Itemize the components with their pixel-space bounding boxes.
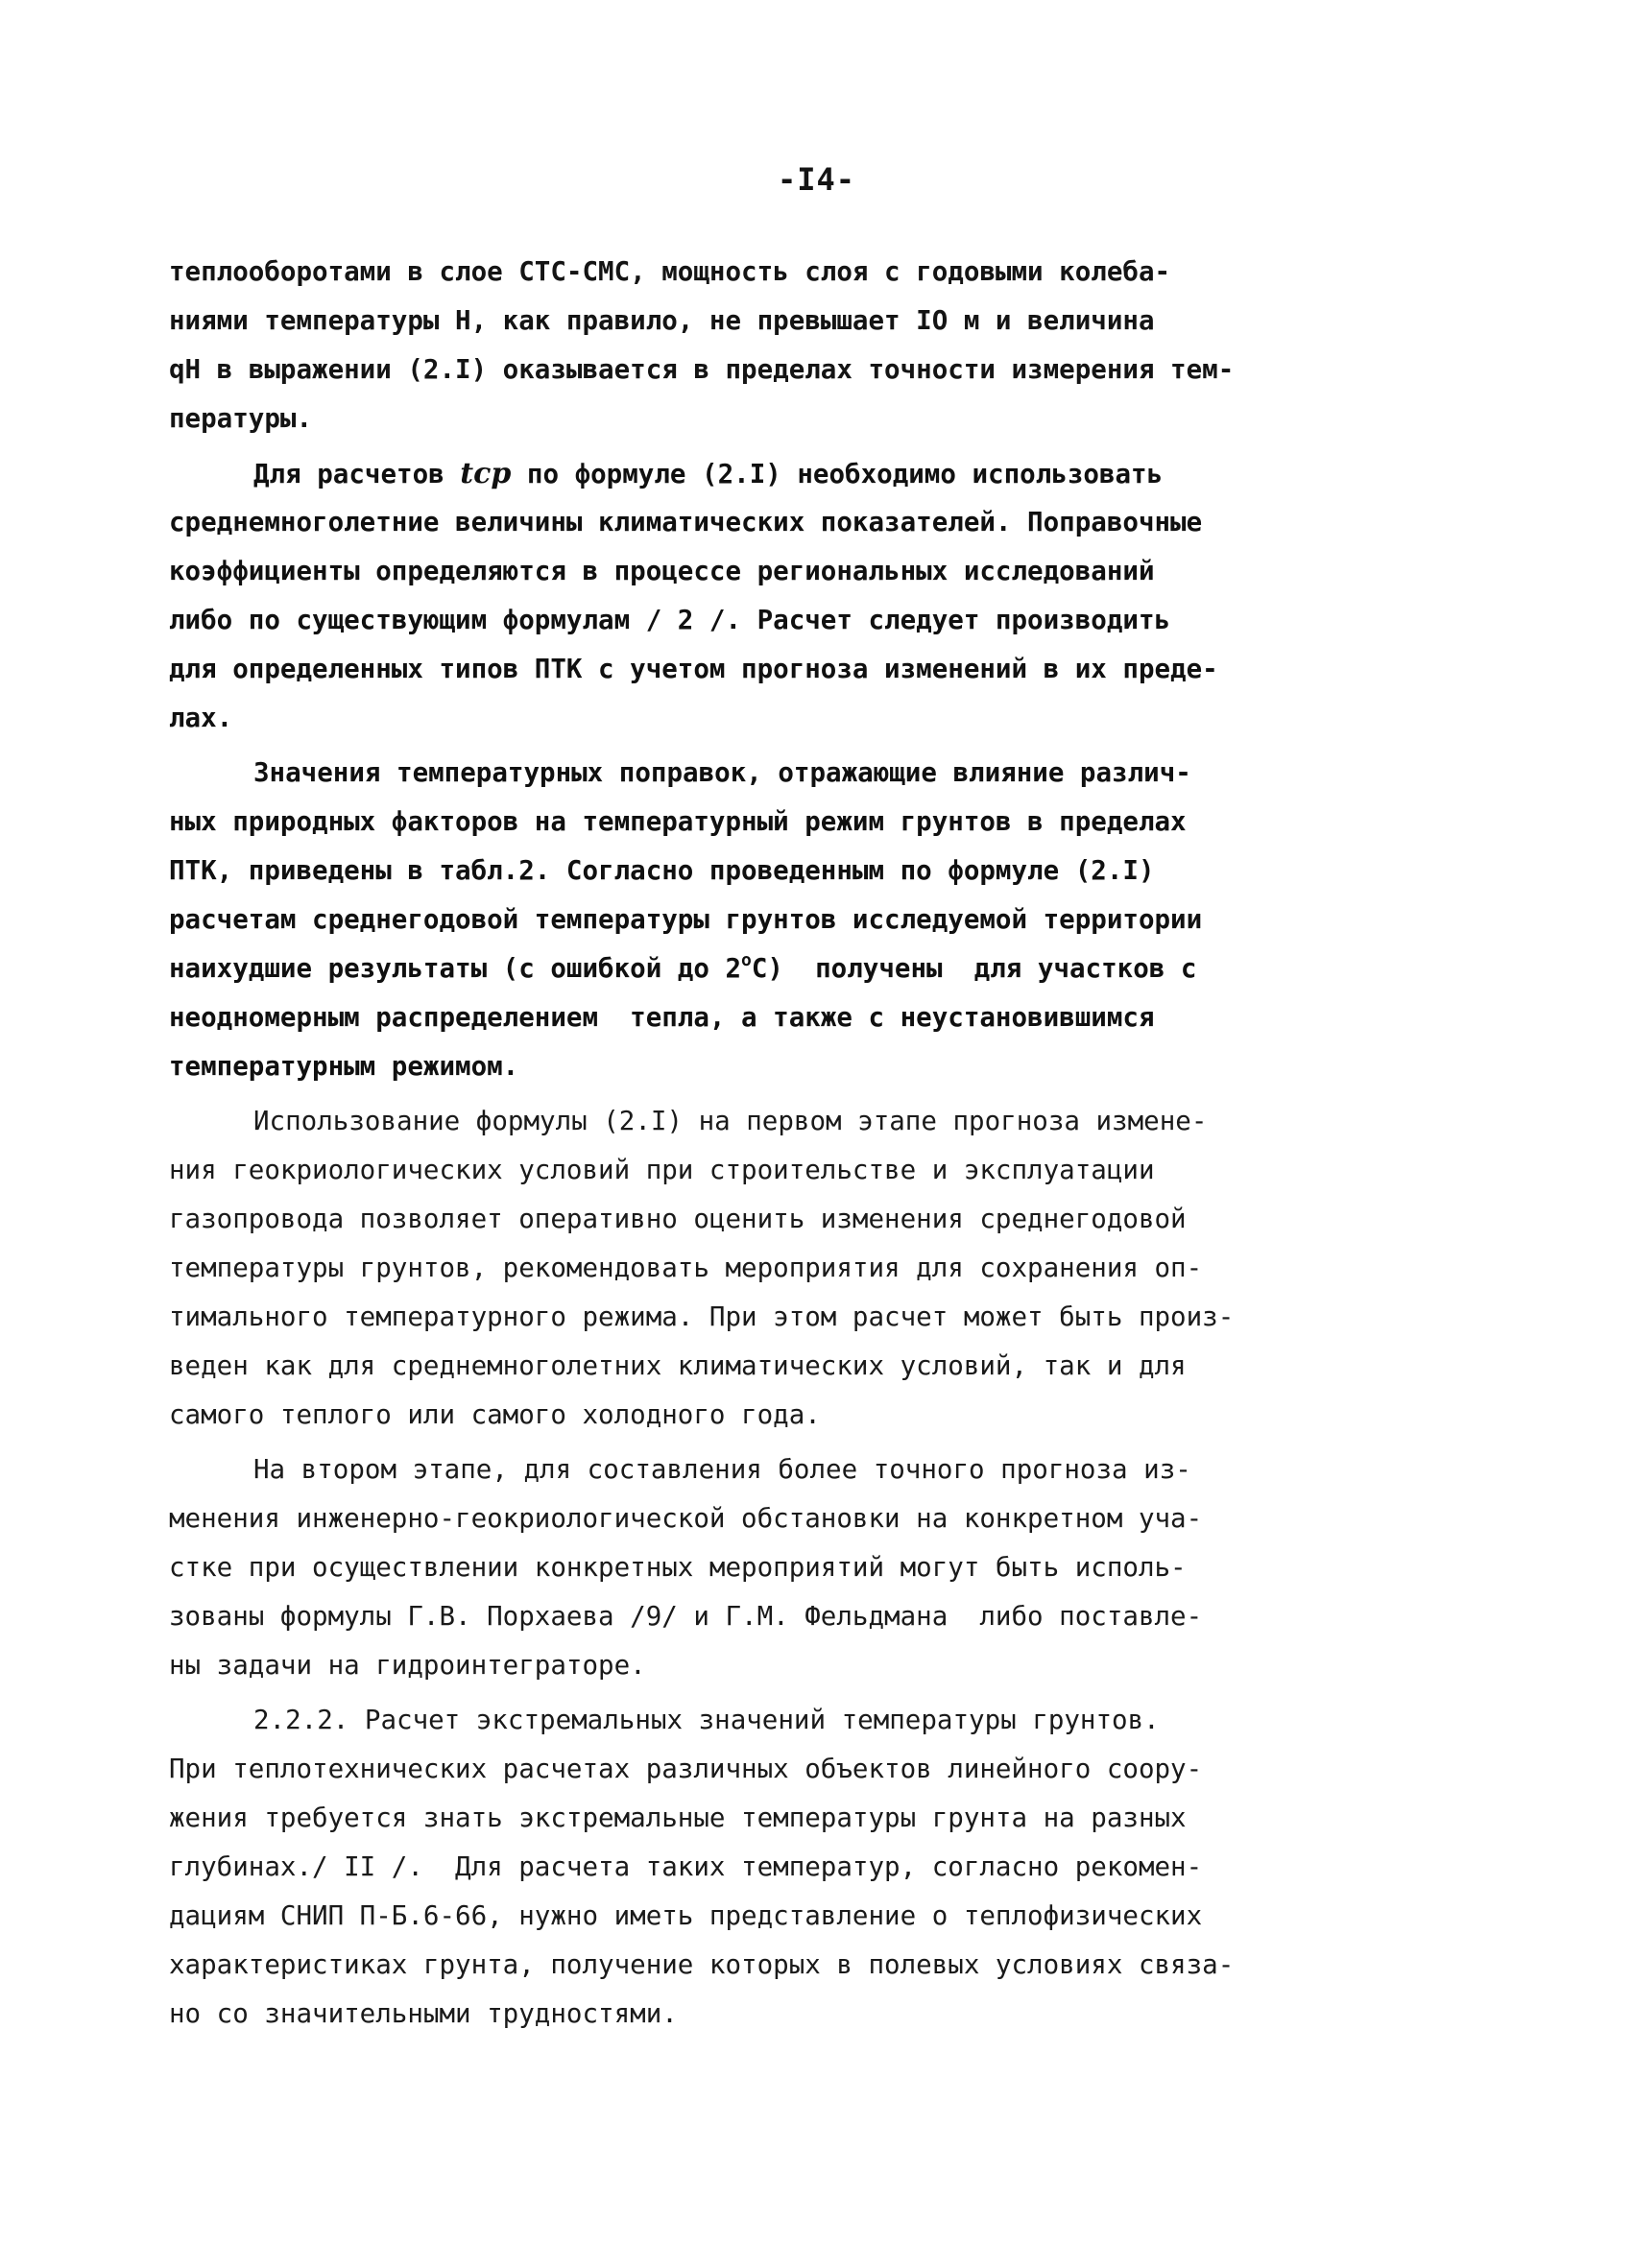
text-line: стке при осуществлении конкретных мероприятий могут быть исполь- bbox=[169, 1552, 1187, 1583]
text-line: расчетам среднегодовой температуры грунтов исследуемой территории bbox=[169, 904, 1203, 935]
text-line: ния геокриологических условий при строительстве и эксплуатации bbox=[169, 1155, 1155, 1185]
text-fragment: по формуле (2.I) необходимо использовать bbox=[511, 459, 1164, 489]
text-line: ных природных факторов на температурный режим грунтов в пределах bbox=[169, 806, 1187, 837]
document-body bbox=[169, 248, 1475, 2039]
text-line: жения требуется знать экстремальные температуры грунта на разных bbox=[169, 1802, 1187, 1833]
text-line: характеристиках грунта, получение которых в полевых условиях связа- bbox=[169, 1949, 1235, 1980]
text-line: среднемноголетние величины климатических показателей. Поправочные bbox=[169, 507, 1203, 537]
text-line: температуры грунтов, рекомендовать мероприятия для сохранения оп- bbox=[169, 1253, 1203, 1283]
degree-superscript: о bbox=[741, 950, 752, 970]
text-fragment: Для расчетов bbox=[253, 459, 461, 489]
text-line: веден как для среднемноголетних климатических условий, так и для bbox=[169, 1350, 1187, 1381]
text-line bbox=[169, 944, 1475, 993]
text-line: теплооборотами в слое СТС-СМС, мощность слоя с годовыми колеба- bbox=[169, 256, 1171, 287]
text-line bbox=[169, 449, 1475, 498]
t-avg-symbol: tср bbox=[460, 457, 512, 490]
text-line: пературы. bbox=[169, 403, 313, 434]
text-line: На втором этапе, для составления более точного прогноза из- bbox=[253, 1454, 1191, 1485]
text-line: ПТК, приведены в табл.2. Согласно проведенным по формуле (2.I) bbox=[169, 855, 1155, 886]
text-line: температурным режимом. bbox=[169, 1051, 519, 1082]
text-line: неодномерным распределением тепла, а также с неустановившимся bbox=[169, 1002, 1155, 1033]
text-line: При теплотехнических расчетах различных объектов линейного соору- bbox=[169, 1754, 1203, 1784]
text-line: коэффициенты определяются в процессе региональных исследований bbox=[169, 556, 1155, 586]
text-line: Использование формулы (2.I) на первом этапе прогноза измене- bbox=[253, 1106, 1208, 1136]
text-line: для определенных типов ПТК с учетом прогноза изменений в их преде- bbox=[169, 654, 1218, 684]
text-line: ниями температуры Н, как правило, не превышает IO м и величина bbox=[169, 305, 1155, 336]
text-line: лах. bbox=[169, 703, 233, 733]
text-line: зованы формулы Г.В. Порхаева /9/ и Г.М. Фельдмана либо поставле- bbox=[169, 1601, 1203, 1632]
text-line: глубинах./ II /. Для расчета таких температур, согласно рекомен- bbox=[169, 1851, 1203, 1882]
text-line: газопровода позволяет оперативно оценить изменения среднегодовой bbox=[169, 1204, 1187, 1234]
text-line: дациям СНИП П-Б.6-66, нужно иметь представление о теплофизических bbox=[169, 1900, 1203, 1931]
text-line: тимального температурного режима. При этом расчет может быть произ- bbox=[169, 1301, 1235, 1332]
section-heading-line: 2.2.2. Расчет экстремальных значений температуры грунтов. bbox=[253, 1705, 1160, 1735]
text-line: Значения температурных поправок, отражающие влияние различ- bbox=[253, 757, 1191, 788]
text-line: ны задачи на гидроинтеграторе. bbox=[169, 1650, 646, 1681]
text-line: самого теплого или самого холодного года. bbox=[169, 1399, 821, 1430]
text-line: либо по существующим формулам / 2 /. Расчет следует производить bbox=[169, 605, 1171, 635]
page-number: -I4- bbox=[777, 161, 856, 198]
text-line: но со значительными трудностями. bbox=[169, 1998, 678, 2029]
text-line: менения инженерно-геокриологической обстановки на конкретном уча- bbox=[169, 1503, 1203, 1534]
text-fragment: С) получены для участков с bbox=[751, 953, 1197, 984]
text-fragment: наихудшие результаты (с ошибкой до 2 bbox=[169, 953, 742, 984]
text-line: qН в выражении (2.I) оказывается в пределах точности измерения тем- bbox=[169, 354, 1235, 385]
